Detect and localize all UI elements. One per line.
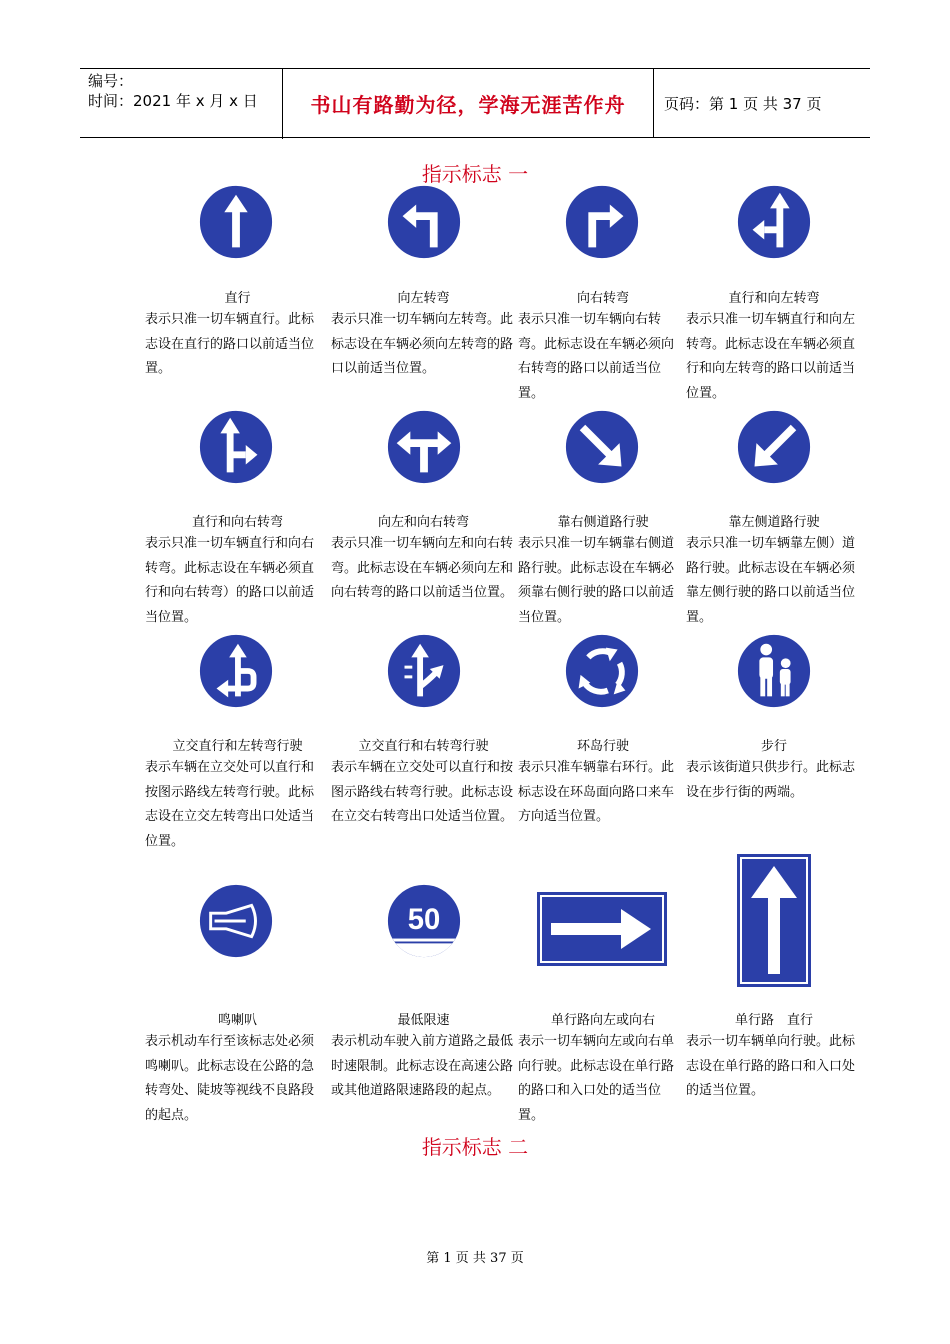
- left-or-right-arrow-icon: [385, 408, 463, 490]
- sign-caption: 最低限速: [397, 1013, 450, 1028]
- sign-description: 表示车辆在立交处可以直行和按图示路线右转弯行驶。此标志设在立交右转弯出口处适当位置。: [331, 760, 514, 825]
- keep-right-arrow-icon: [563, 408, 641, 490]
- sign-caption: 立交直行和右转弯行驶: [358, 739, 489, 754]
- sign-description: 表示车辆在立交处可以直行和按图示路线左转弯行驶。此标志设在立交左转弯出口处适当位置。: [145, 760, 315, 849]
- sign-description: 表示一切车辆向左或向右单向行驶。此标志设在单行路的路口和入口处的适当位置。: [518, 1034, 675, 1123]
- sign-caption: 直行和向右转弯: [191, 515, 283, 530]
- sign-caption: 单行路 直行: [734, 1013, 813, 1028]
- header-motto: 书山有路勤为径，学海无涯苦作舟: [283, 69, 654, 137]
- sign-caption: 立交直行和左转弯行驶: [172, 739, 303, 754]
- sign-description: 表示一切车辆单向行驶。此标志设在单行路的路口和入口处的适当位置。: [686, 1034, 856, 1099]
- sign-description: 表示机动车驶入前方道路之最低时速限制。此标志设在高速公路或其他道路限速路段的起点。: [331, 1034, 514, 1099]
- keep-left-arrow-icon: [735, 408, 813, 490]
- roundabout-icon: [563, 632, 641, 714]
- sign-caption: 靠左侧道路行驶: [728, 515, 820, 530]
- sign-caption: 环岛行驶: [576, 739, 629, 754]
- section-title-1: 指示标志 一: [421, 162, 529, 186]
- section-title-2: 指示标志 二: [421, 1135, 529, 1159]
- sign-caption: 向右转弯: [576, 291, 629, 306]
- page-footer: 第 1 页 共 37 页: [426, 1251, 524, 1266]
- one-way-straight-icon: [737, 854, 811, 991]
- pedestrians-icon: [735, 632, 813, 714]
- sign-description: 表示只准一切车辆向右转弯。此标志设在车辆必须向右转弯的路口以前适当位置。: [518, 312, 675, 401]
- sign-caption: 靠右侧道路行驶: [557, 515, 649, 530]
- sign-caption: 鸣喇叭: [217, 1013, 257, 1028]
- right-turn-arrow-icon: [563, 183, 641, 265]
- sign-description: 表示只准车辆靠右环行。此标志设在环岛面向路口来车方向适当位置。: [518, 760, 675, 825]
- sign-caption: 直行和向左转弯: [728, 291, 820, 306]
- horn-icon: [197, 882, 275, 964]
- sign-caption: 步行: [760, 739, 787, 754]
- interchange-straight-left-icon: [197, 632, 275, 714]
- straight-or-left-arrow-icon: [735, 183, 813, 265]
- sign-description: 表示只准一切车辆直行。此标志设在直行的路口以前适当位置。: [145, 312, 315, 377]
- interchange-straight-right-icon: [385, 632, 463, 714]
- one-way-right-icon: [537, 892, 667, 970]
- sign-caption: 向左和向右转弯: [377, 515, 469, 530]
- serial-number-label: 编号：: [88, 72, 134, 90]
- minimum-speed-icon: [385, 882, 463, 964]
- speed-value-label: 50: [407, 903, 441, 936]
- header-page-number: 页码：第 1 页 共 37 页: [664, 94, 822, 113]
- sign-caption: 向左转弯: [397, 291, 450, 306]
- sign-description: 表示只准一切车辆直行和向右转弯。此标志设在车辆必须直行和向右转弯）的路口以前适当位置。: [145, 536, 315, 625]
- sign-caption: 直行: [224, 291, 251, 306]
- sign-description: 表示机动车行至该标志处必须鸣喇叭。此标志设在公路的急转弯处、陡坡等视线不良路段的起点。: [145, 1034, 315, 1123]
- date-label: 时间：2021 年 x 月 x 日: [88, 92, 258, 110]
- sign-description: 表示只准一切车辆靠右侧道路行驶。此标志设在车辆必须靠右侧行驶的路口以前适当位置。: [518, 536, 675, 625]
- left-turn-arrow-icon: [385, 183, 463, 265]
- header-left: [80, 69, 283, 139]
- sign-description: 表示只准一切车辆直行和向左转弯。此标志设在车辆必须直行和向左转弯的路口以前适当位置。: [686, 312, 856, 401]
- page-header: [80, 68, 870, 138]
- straight-arrow-icon: [197, 183, 275, 265]
- sign-description: 表示该街道只供步行。此标志设在步行街的两端。: [686, 760, 856, 800]
- straight-or-right-arrow-icon: [197, 408, 275, 490]
- sign-description: 表示只准一切车辆向左转弯。此标志设在车辆必须向左转弯的路口以前适当位置。: [331, 312, 514, 377]
- sign-description: 表示只准一切车辆靠左侧）道路行驶。此标志设在车辆必须靠左侧行驶的路口以前适当位置。: [686, 536, 856, 625]
- sign-description: 表示只准一切车辆向左和向右转弯。此标志设在车辆必须向左和向右转弯的路口以前适当位置。: [331, 536, 514, 601]
- sign-caption: 单行路向左或向右: [550, 1013, 655, 1028]
